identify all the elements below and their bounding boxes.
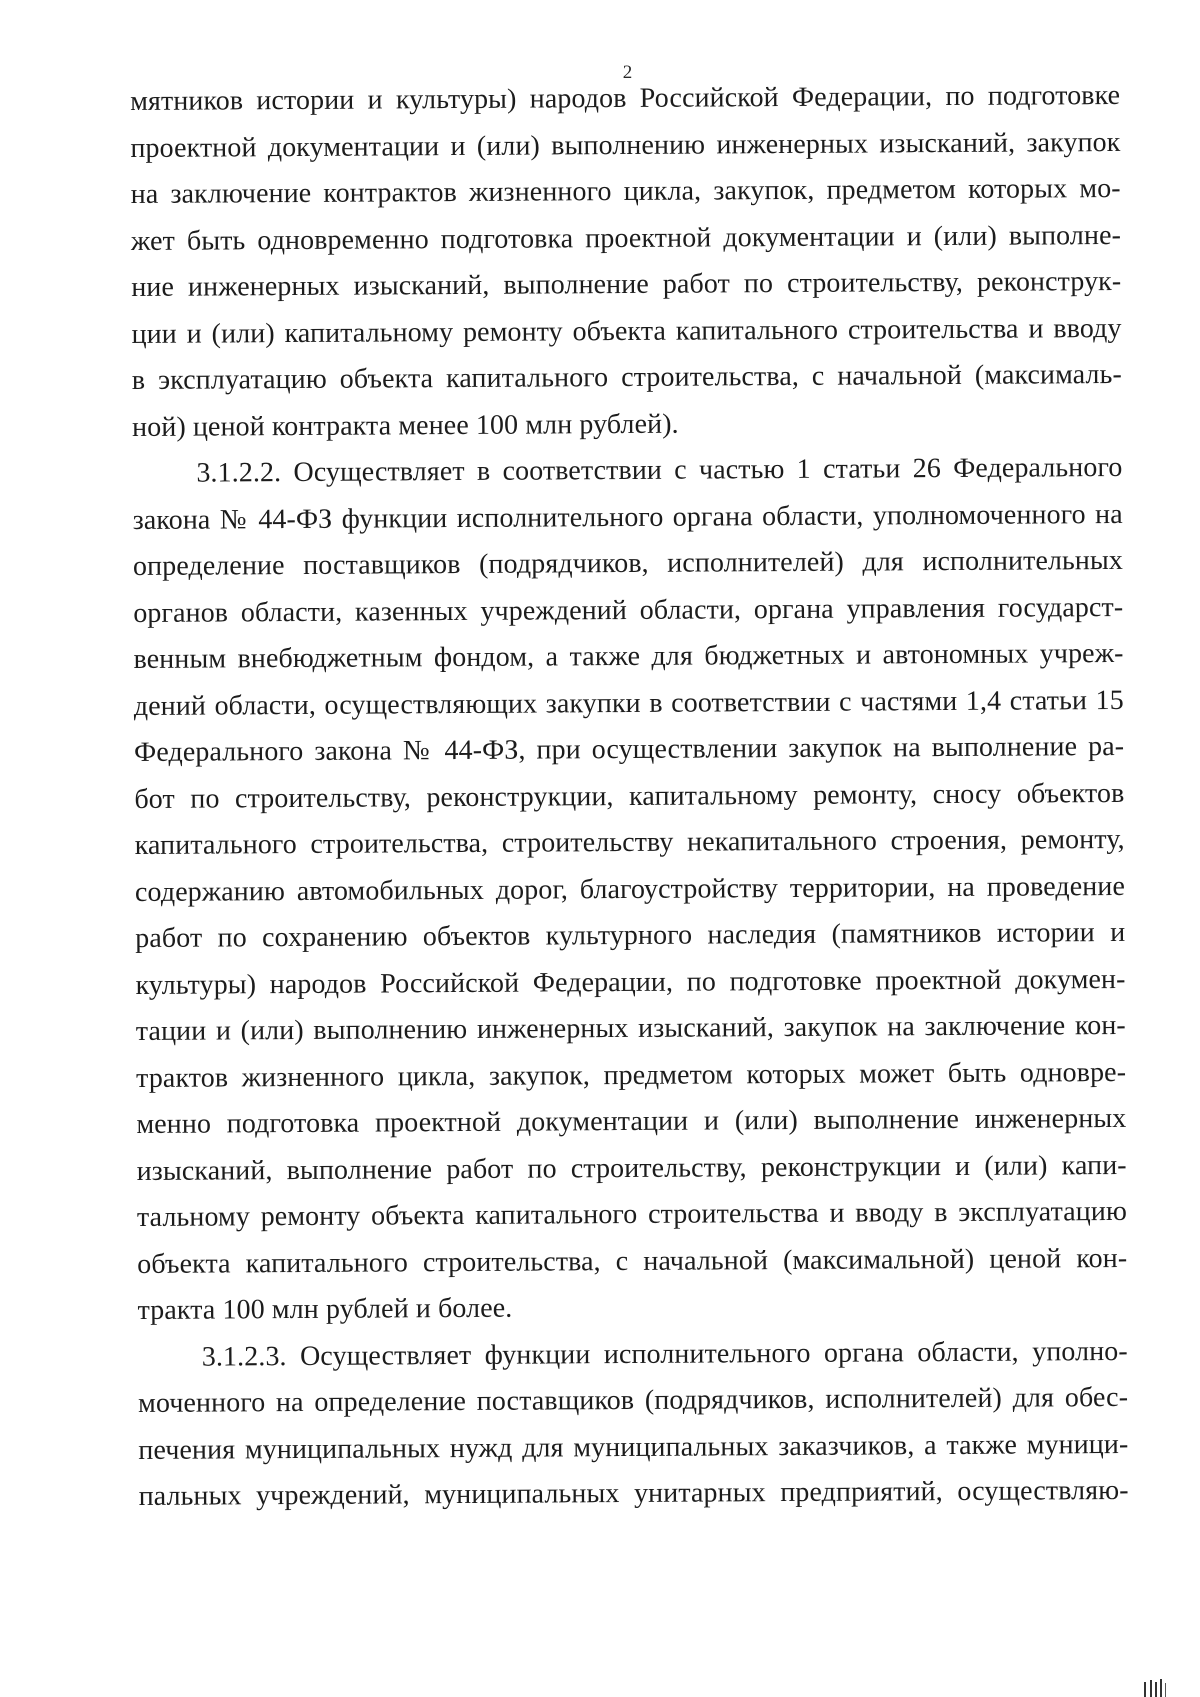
text-line: работ по сохранению объектов культурного наследия (памятников истории и — [135, 916, 1126, 954]
text-line: изысканий, выполнение работ по строительству, реконструкции и (или) капи- — [136, 1149, 1127, 1187]
text-line: определение поставщиков (подрядчиков, исполнителей) для исполнительных — [132, 544, 1124, 582]
text-line: культуры) народов Российской Федерации, по подготовке проектной докумен- — [135, 963, 1126, 1001]
text-line: мятников истории и культуры) народов Российской Федерации, по подготовке — [130, 79, 1121, 117]
text-line: жет быть одновременно подготовка проектной документации и (или) выполне- — [130, 219, 1122, 257]
text-line: капитального строительства, строительству некапитального строения, ремонту, — [134, 823, 1125, 861]
text-line: тальному ремонту объекта капитального строительства и вводу в эксплуатацию — [136, 1195, 1128, 1233]
page-number: 2 — [622, 62, 633, 83]
text-line: органов области, казенных учреждений области, органа управления государст- — [133, 591, 1124, 629]
text-line: ние инженерных изысканий, выполнение работ по строительству, реконструк- — [131, 265, 1122, 303]
text-line: печения муниципальных нужд для муниципальных заказчиков, а также муници- — [138, 1428, 1129, 1466]
paragraph-start-line: 3.1.2.2. Осуществляет в соответствии с частью 1 статьи 26 Федерального — [196, 451, 1123, 489]
text-line: пальных учреждений, муниципальных унитарных предприятий, осуществляю- — [138, 1474, 1129, 1512]
text-line: ции и (или) капитальному ремонту объекта капитального строительства и вводу — [131, 312, 1122, 350]
text-line: ной) ценой контракта менее 100 млн рублей). — [132, 408, 679, 443]
document-body — [130, 73, 1129, 1521]
text-line: проектной документации и (или) выполнению инженерных изысканий, закупок — [130, 126, 1121, 164]
text-line: закона № 44-ФЗ функции исполнительного органа области, уполномоченного на — [132, 498, 1123, 536]
text-line: венным внебюджетным фондом, а также для бюджетных и автономных учреж- — [133, 637, 1124, 675]
text-line: тракта 100 млн рублей и более. — [137, 1292, 513, 1326]
text-line: Федерального закона № 44-ФЗ, при осуществлении закупок на выполнение ра- — [134, 730, 1125, 768]
text-line: объекта капитального строительства, с начальной (максимальной) ценой кон- — [137, 1242, 1128, 1280]
scan-edge-marks — [1142, 1676, 1182, 1697]
text-line: тации и (или) выполнению инженерных изысканий, закупок на заключение кон- — [135, 1009, 1126, 1047]
text-line: содержанию автомобильных дорог, благоустройству территории, на проведение — [134, 870, 1126, 908]
text-line: менно подготовка проектной документации и (или) выполнение инженерных — [136, 1102, 1127, 1140]
text-line: в эксплуатацию объекта капитального строительства, с начальной (максималь- — [131, 358, 1122, 396]
text-line: моченного на определение поставщиков (подрядчиков, исполнителей) для обес- — [137, 1381, 1129, 1419]
text-line: трактов жизненного цикла, закупок, предметом которых может быть одновре- — [136, 1056, 1127, 1094]
paragraph-start-line: 3.1.2.3. Осуществляет функции исполнительного органа области, уполно- — [201, 1335, 1128, 1373]
text-line: на заключение контрактов жизненного цикла, закупок, предметом которых мо- — [130, 172, 1121, 210]
text-line: бот по строительству, реконструкции, капитальному ремонту, сносу объектов — [134, 777, 1125, 815]
text-line: дений области, осуществляющих закупки в соответствии с частями 1,4 статьи 15 — [133, 684, 1124, 722]
